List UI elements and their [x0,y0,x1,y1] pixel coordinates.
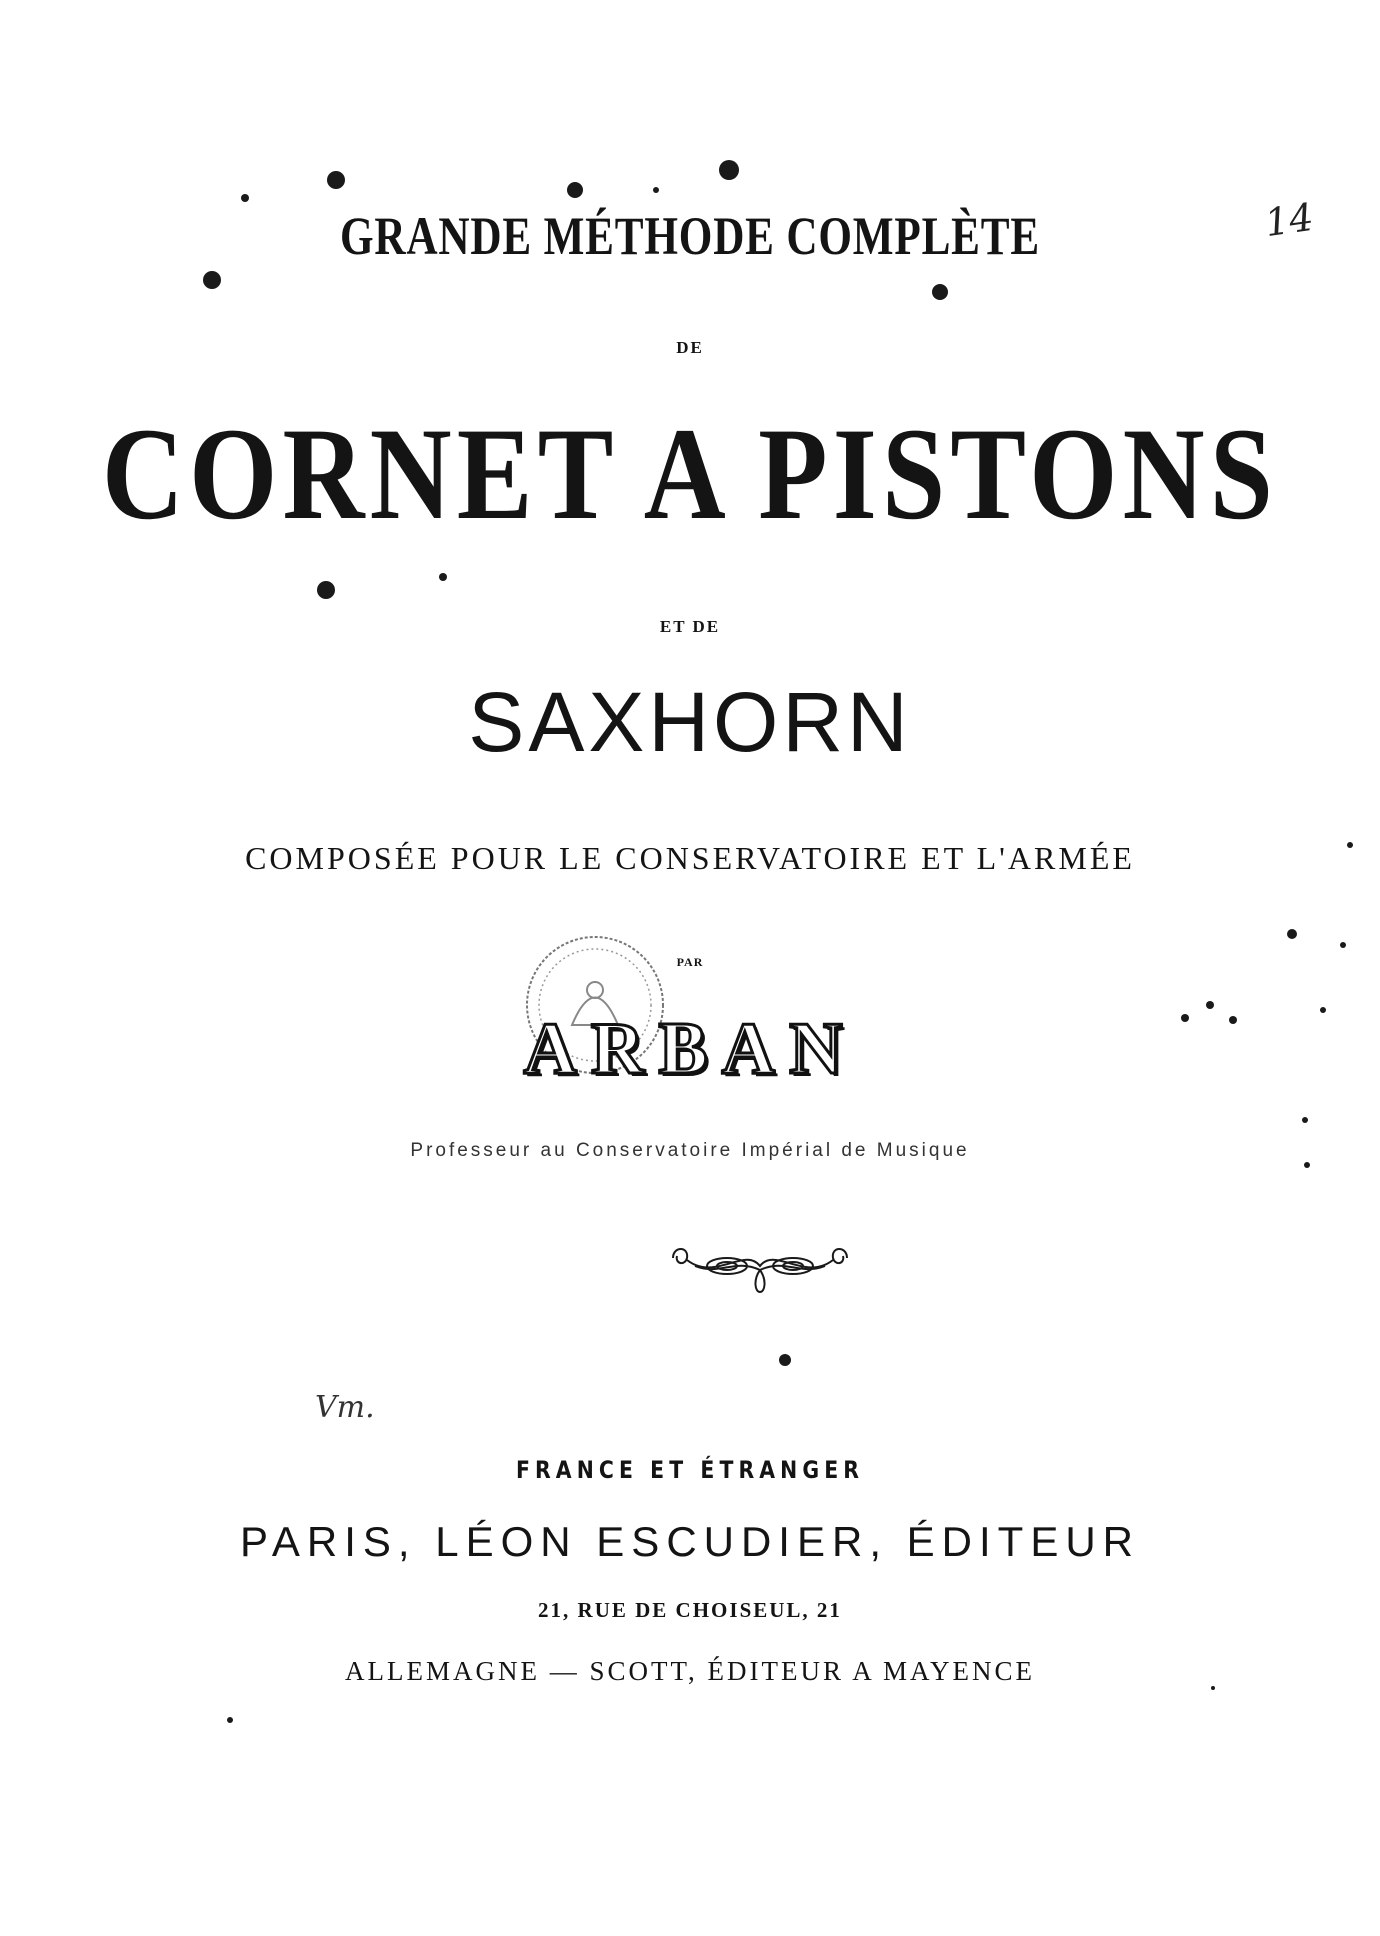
scroll-ornament-icon [665,1236,855,1298]
subtitle: COMPOSÉE POUR LE CONSERVATOIRE ET L'ARMÉE [245,840,1135,876]
par-label: PAR [676,955,704,969]
handwritten-annotation: Vm. [315,1390,375,1425]
instrument-title-saxhorn: SAXHORN [468,675,912,769]
handwritten-shelfmark: 14 [1262,194,1317,246]
publisher-address: 21, RUE DE CHOISEUL, 21 [538,1598,842,1622]
author-line [0,1008,1380,1090]
region-label: FRANCE ET ÉTRANGER [515,1456,865,1484]
author-title: Professeur au Conservatoire Impérial de Musique [410,1140,970,1161]
publisher-name: PARIS, LÉON ESCUDIER, ÉDITEUR [239,1518,1141,1565]
foreign-publisher: ALLEMAGNE — SCOTT, ÉDITEUR A MAYENCE [345,1656,1035,1686]
author-name: ARBAN [523,1008,857,1090]
method-heading: GRANDE MÉTHODE COMPLÈTE [339,206,1041,266]
et-de-label: ET DE [659,617,721,636]
instrument-title-cornet: CORNET A PISTONS [101,400,1279,547]
de-label: DE [676,338,704,357]
